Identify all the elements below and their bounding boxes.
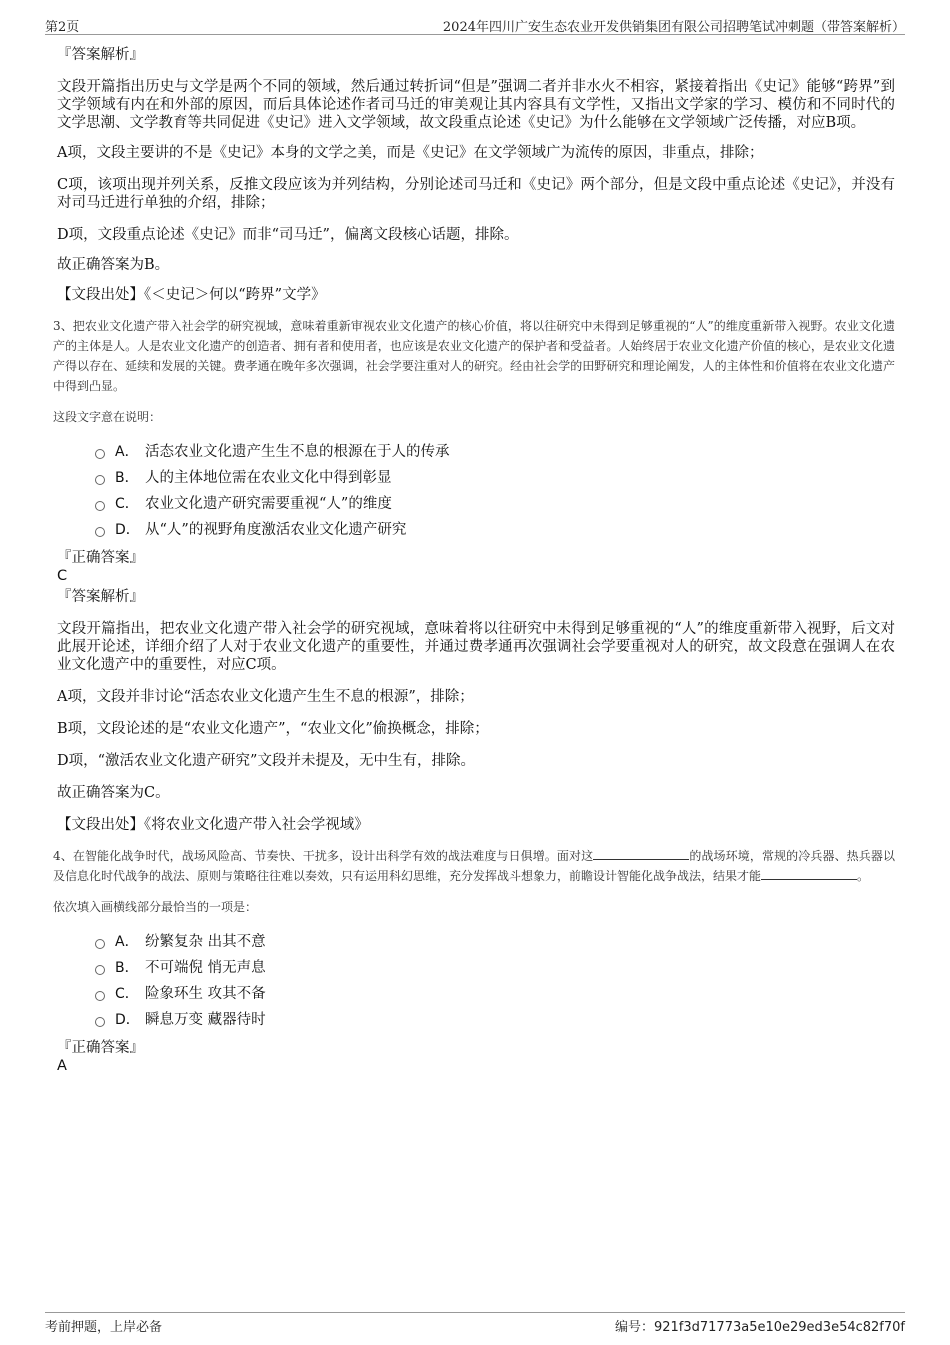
q3-option-a-note: A项，文段并非讨论“活态农业文化遗产生生不息的根源”，排除； bbox=[57, 689, 474, 705]
document-code bbox=[615, 1316, 905, 1335]
q3-source: 【文段出处】《将农业文化遗产带入社会学视域》 bbox=[57, 817, 369, 833]
option-text: 从“人”的视野角度激活农业文化遗产研究 bbox=[145, 522, 407, 538]
q3-options bbox=[95, 439, 895, 543]
radio-icon[interactable] bbox=[95, 527, 105, 537]
q3-option-d-note: D项，“激活农业文化遗产研究”文段并未提及，无中生有，排除。 bbox=[57, 753, 475, 769]
analysis-label: 『答案解析』 bbox=[57, 589, 144, 605]
q2-analysis: 文段开篇指出历史与文学是两个不同的领域，然后通过转折词“但是”强调二者并非水火不相容，紧接着指出《史记》能够“跨界”到文学领域有内在和外部的原因，而后具体论述作者司马迁的审美观让其内容具有文学性，又指出文学家的学习、模仿和不同时代的文学思潮、文学教育等共同促进《史记》进入文学领域，故文段重点论述《史记》为什么能够在文学领域广泛传播，对应B项。 bbox=[57, 79, 895, 131]
q3-option-d[interactable] bbox=[95, 517, 895, 543]
q3-answer: C bbox=[57, 568, 68, 584]
radio-icon[interactable] bbox=[95, 475, 105, 485]
option-text: 人的主体地位需在农业文化中得到彰显 bbox=[145, 470, 392, 486]
q4-text-part-3: 。 bbox=[857, 869, 870, 883]
code-value: 921f3d71773a5e10e29ed3e54c82f70f bbox=[653, 1320, 905, 1335]
option-letter: B． bbox=[115, 960, 139, 976]
radio-icon[interactable] bbox=[95, 1017, 105, 1027]
radio-icon[interactable] bbox=[95, 991, 105, 1001]
q2-option-c-note: C项，该项出现并列关系，反推文段应该为并列结构，分别论述司马迁和《史记》两个部分，但是文段中重点论述《史记》，并没有对司马迁进行单独的介绍，排除； bbox=[57, 177, 895, 211]
document-title: 2024年四川广安生态农业开发供销集团有限公司招聘笔试冲刺题（带答案解析） bbox=[442, 20, 905, 35]
q3-option-b[interactable] bbox=[95, 465, 895, 491]
option-text: 险象环生 攻其不备 bbox=[145, 986, 266, 1002]
q3-option-a[interactable] bbox=[95, 439, 895, 465]
option-letter: D． bbox=[115, 522, 140, 538]
option-letter: D． bbox=[115, 1012, 140, 1028]
option-text: 纷繁复杂 出其不意 bbox=[145, 934, 266, 950]
q4-text-part-2: 的战场环境，常规的冷兵器、热兵器以及信息化时代战争的战法、原则与策略往往难以奏效，只有运用科幻思维，充分发挥战斗想象力，前瞻设计智能化战争战法，结果才能 bbox=[53, 849, 895, 883]
code-label: 编号： bbox=[614, 1320, 654, 1335]
answer-label: 『正确答案』 bbox=[57, 1040, 144, 1056]
answer-label: 『正确答案』 bbox=[57, 550, 144, 566]
footer-slogan: 考前押题，上岸必备 bbox=[45, 1320, 163, 1335]
radio-icon[interactable] bbox=[95, 939, 105, 949]
q4-option-a[interactable] bbox=[95, 929, 895, 955]
q3-question-text: 3、把农业文化遗产带入社会学的研究视域，意味着重新审视农业文化遗产的核心价值，将以往研究中未得到足够重视的“人”的维度重新带入视野。农业文化遗产的主体是人。人是农业文化遗产的创造者、拥有者和使用者，也应该是农业文化遗产的保护者和受益者。人始终居于农业文化遗产价值的核心，是农业文化遗产得以存在、延续和发展的关键。费孝通在晚年多次强调，社会学要注重对人的研究。经由社会学的田野研究和理论阐发，人的主体性和价值将在农业文化遗产中得到凸显。 bbox=[53, 319, 895, 393]
q3-option-c[interactable] bbox=[95, 491, 895, 517]
option-letter: A． bbox=[115, 934, 139, 950]
q3-prompt: 这段文字意在说明： bbox=[53, 410, 162, 424]
page-content bbox=[55, 40, 895, 1074]
option-letter: B． bbox=[115, 470, 139, 486]
fill-blank-2[interactable] bbox=[761, 867, 857, 880]
radio-icon[interactable] bbox=[95, 449, 105, 459]
page-footer bbox=[45, 1312, 905, 1337]
q4-option-c[interactable] bbox=[95, 981, 895, 1007]
q4-option-d[interactable] bbox=[95, 1007, 895, 1033]
page-header bbox=[45, 14, 905, 35]
option-letter: C． bbox=[115, 496, 139, 512]
q4-question-text bbox=[53, 846, 895, 886]
q4-option-b[interactable] bbox=[95, 955, 895, 981]
q2-option-d-note: D项，文段重点论述《史记》而非“司马迁”，偏离文段核心话题，排除。 bbox=[57, 227, 519, 243]
q3-analysis: 文段开篇指出，把农业文化遗产带入社会学的研究视域，意味着将以往研究中未得到足够重视的“人”的维度重新带入视野，后文对此展开论述，详细介绍了人对于农业文化遗产的重要性，并通过费孝通再次强调社会学要重视对人的研究，故文段意在强调人在农业文化遗产中的重要性，对应C项。 bbox=[57, 621, 895, 673]
page-number: 第2页 bbox=[45, 20, 80, 35]
option-text: 农业文化遗产研究需要重视“人”的维度 bbox=[145, 496, 392, 512]
option-text: 瞬息万变 藏器待时 bbox=[145, 1012, 266, 1028]
q2-source: 【文段出处】《＜史记＞何以“跨界”文学》 bbox=[57, 287, 326, 303]
fill-blank-1[interactable] bbox=[593, 847, 689, 860]
radio-icon[interactable] bbox=[95, 501, 105, 511]
q4-answer: A bbox=[57, 1058, 67, 1074]
q2-option-a-note: A项，文段主要讲的不是《史记》本身的文学之美，而是《史记》在文学领域广为流传的原因，非重点，排除； bbox=[57, 145, 764, 161]
option-text: 活态农业文化遗产生生不息的根源在于人的传承 bbox=[145, 444, 450, 460]
q2-conclusion: 故正确答案为B。 bbox=[57, 257, 170, 273]
q4-text-part-1: 4、在智能化战争时代，战场风险高、节奏快、干扰多，设计出科学有效的战法难度与日俱增。面对这 bbox=[53, 849, 594, 863]
q3-conclusion: 故正确答案为C。 bbox=[57, 785, 170, 801]
option-text: 不可端倪 悄无声息 bbox=[145, 960, 266, 976]
q3-option-b-note: B项，文段论述的是“农业文化遗产”，“农业文化”偷换概念，排除； bbox=[57, 721, 489, 737]
analysis-label: 『答案解析』 bbox=[57, 47, 144, 63]
option-letter: A． bbox=[115, 444, 139, 460]
option-letter: C． bbox=[115, 986, 139, 1002]
radio-icon[interactable] bbox=[95, 965, 105, 975]
q4-options bbox=[95, 929, 895, 1033]
q4-prompt: 依次填入画横线部分最恰当的一项是： bbox=[53, 900, 258, 914]
